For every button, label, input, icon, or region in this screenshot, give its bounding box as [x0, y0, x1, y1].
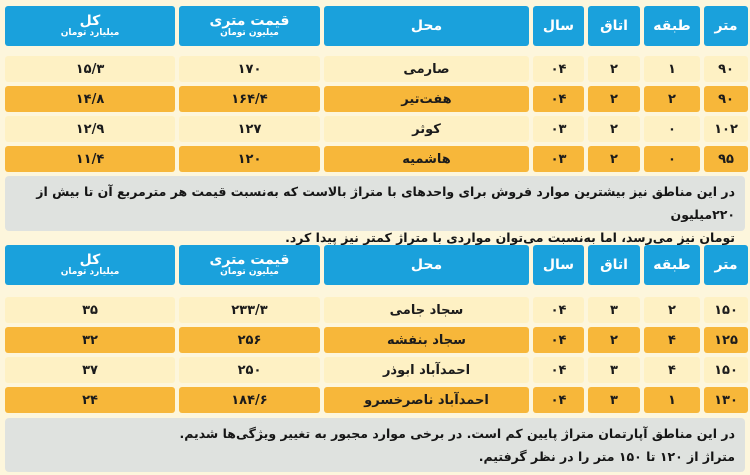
- cell-meter: ۱۳۰: [704, 387, 748, 413]
- table-row: [0, 116, 750, 142]
- note-line: تومان نیز می‌رسد، اما به‌نسبت می‌توان مواردی با متراژ کمتر نیز پیدا کرد.: [285, 230, 735, 245]
- header-location-label: محل: [410, 17, 443, 34]
- cell-meter: ۹۰: [704, 86, 748, 112]
- header-year-label: سال: [542, 17, 575, 34]
- cell-total: ۱۲/۹: [5, 116, 175, 142]
- cell-year: ۰۴: [533, 86, 584, 112]
- header-total-unit: میلیارد تومان: [60, 27, 120, 38]
- cell-meter: ۱۵۰: [704, 297, 748, 323]
- cell-location: سجاد جامی: [324, 297, 529, 323]
- cell-year: ۰۴: [533, 357, 584, 383]
- cell-floor: ۲: [644, 297, 700, 323]
- cell-location: احمدآباد ابوذر: [324, 357, 529, 383]
- table-header: [0, 245, 750, 285]
- header-price-unit: میلیون تومان: [220, 266, 279, 277]
- cell-meter: ۱۰۲: [704, 116, 748, 142]
- cell-price: ۱۷۰: [179, 56, 320, 82]
- header-floor-label: طبقه: [653, 256, 691, 273]
- cell-year: ۰۴: [533, 327, 584, 353]
- cell-room: ۲: [588, 116, 640, 142]
- header-location: [324, 6, 529, 46]
- header-price-label: قیمت متری: [209, 251, 290, 268]
- table-row: [0, 146, 750, 172]
- cell-total: ۳۷: [5, 357, 175, 383]
- header-total: [5, 6, 175, 46]
- header-floor-label: طبقه: [653, 17, 691, 34]
- cell-total: ۲۴: [5, 387, 175, 413]
- table-row: [0, 86, 750, 112]
- cell-location: هفت‌تیر: [324, 86, 529, 112]
- cell-total: ۱۴/۸: [5, 86, 175, 112]
- note-line: در این مناطق نیز بیشترین موارد فروش برای واحدهای با متراژ بالاست که به‌نسبت قیمت هر مترمربع آن تا بیش از ۲۲۰میلیون: [36, 184, 735, 222]
- header-total-unit: میلیارد تومان: [60, 266, 120, 277]
- header-price-unit: میلیون تومان: [220, 27, 279, 38]
- header-meter-label: متر: [714, 17, 738, 34]
- header-floor: [644, 6, 700, 46]
- header-year: [533, 6, 584, 46]
- cell-price: ۱۸۴/۶: [179, 387, 320, 413]
- cell-meter: ۹۵: [704, 146, 748, 172]
- cell-price: ۲۵۰: [179, 357, 320, 383]
- header-year: [533, 245, 584, 285]
- header-meter: [704, 6, 748, 46]
- cell-total: ۱۵/۳: [5, 56, 175, 82]
- header-price: [179, 6, 320, 46]
- cell-year: ۰۳: [533, 116, 584, 142]
- header-room-label: اتاق: [600, 256, 628, 273]
- cell-floor: ۴: [644, 327, 700, 353]
- cell-floor: ۱: [644, 56, 700, 82]
- cell-room: ۲: [588, 56, 640, 82]
- cell-floor: ۴: [644, 357, 700, 383]
- cell-location: احمدآباد ناصرخسرو: [324, 387, 529, 413]
- cell-room: ۳: [588, 297, 640, 323]
- header-total-label: کل: [79, 251, 101, 268]
- header-total: [5, 245, 175, 285]
- cell-price: ۲۵۶: [179, 327, 320, 353]
- cell-room: ۲: [588, 327, 640, 353]
- cell-location: صارمی: [324, 56, 529, 82]
- header-floor: [644, 245, 700, 285]
- cell-year: ۰۴: [533, 297, 584, 323]
- header-location-label: محل: [410, 256, 443, 273]
- cell-price: ۱۲۰: [179, 146, 320, 172]
- header-room-label: اتاق: [600, 17, 628, 34]
- table-row: [0, 297, 750, 323]
- header-meter-label: متر: [714, 256, 738, 273]
- table-row: [0, 327, 750, 353]
- table-row: [0, 387, 750, 413]
- cell-room: ۳: [588, 357, 640, 383]
- cell-year: ۰۴: [533, 56, 584, 82]
- header-year-label: سال: [542, 256, 575, 273]
- note-line: در این مناطق آپارتمان متراژ پایین کم است. در برخی موارد مجبور به تغییر ویژگی‌ها شدیم.: [179, 426, 735, 441]
- cell-year: ۰۴: [533, 387, 584, 413]
- cell-meter: ۱۵۰: [704, 357, 748, 383]
- cell-floor: ۱: [644, 387, 700, 413]
- cell-location: سجاد بنفشه: [324, 327, 529, 353]
- note-line: متراژ از ۱۲۰ تا ۱۵۰ متر را در نظر گرفتیم.: [478, 449, 735, 464]
- cell-price: ۲۳۳/۳: [179, 297, 320, 323]
- cell-floor: ۰: [644, 116, 700, 142]
- cell-total: ۳۵: [5, 297, 175, 323]
- header-meter: [704, 245, 748, 285]
- table-row: [0, 56, 750, 82]
- header-room: [588, 6, 640, 46]
- cell-floor: ۰: [644, 146, 700, 172]
- header-room: [588, 245, 640, 285]
- header-price-label: قیمت متری: [209, 12, 290, 29]
- table-2-note: [5, 418, 745, 472]
- header-price: [179, 245, 320, 285]
- cell-total: ۳۲: [5, 327, 175, 353]
- header-total-label: کل: [79, 12, 101, 29]
- cell-price: ۱۲۷: [179, 116, 320, 142]
- table-header: [0, 6, 750, 46]
- header-location: [324, 245, 529, 285]
- cell-price: ۱۶۴/۴: [179, 86, 320, 112]
- cell-room: ۳: [588, 387, 640, 413]
- cell-floor: ۲: [644, 86, 700, 112]
- cell-meter: ۹۰: [704, 56, 748, 82]
- cell-room: ۲: [588, 86, 640, 112]
- table-row: [0, 357, 750, 383]
- cell-location: هاشمیه: [324, 146, 529, 172]
- cell-year: ۰۳: [533, 146, 584, 172]
- table-1-note: [5, 176, 745, 245]
- cell-total: ۱۱/۴: [5, 146, 175, 172]
- cell-room: ۲: [588, 146, 640, 172]
- cell-meter: ۱۲۵: [704, 327, 748, 353]
- cell-location: کوثر: [324, 116, 529, 142]
